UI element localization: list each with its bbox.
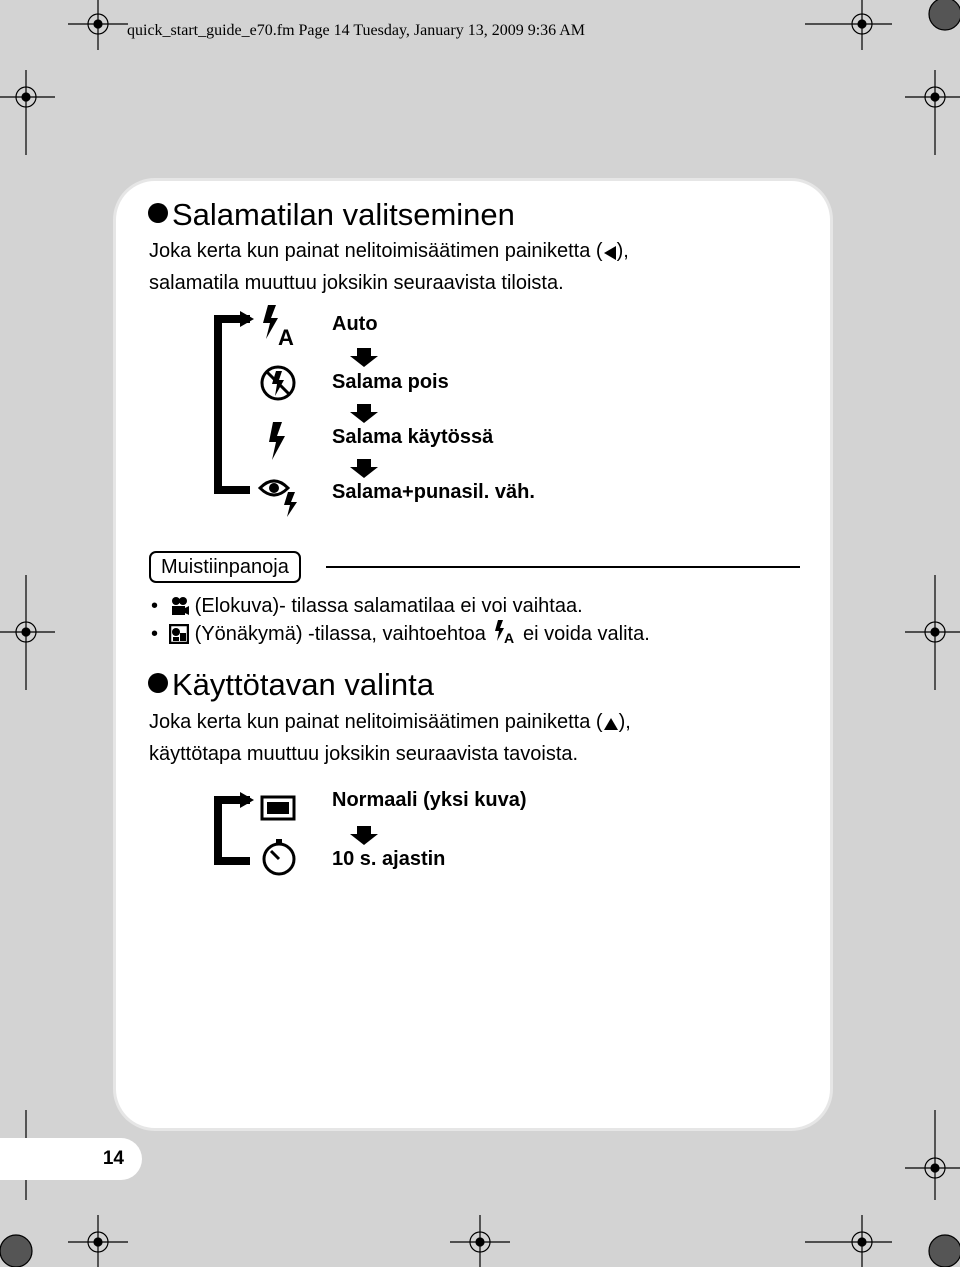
up-arrow-icon: [603, 712, 619, 740]
left-arrow-icon: [603, 241, 617, 269]
down-arrow-icon: [349, 348, 379, 368]
movie-mode-icon: [169, 596, 189, 623]
bullet-dot-icon: [148, 673, 168, 693]
flash-auto-icon: [492, 620, 518, 651]
self-timer-icon: [259, 838, 299, 878]
flash-mode-on-label: Salama käytössä: [332, 426, 494, 448]
flash-mode-auto-label: Auto: [332, 313, 378, 335]
red-eye-flash-icon: [258, 474, 302, 518]
bullet-dot-icon: [148, 203, 168, 223]
night-scene-icon: [169, 624, 189, 651]
flash-off-icon: [259, 364, 299, 404]
svg-text:A: A: [278, 325, 294, 350]
svg-text:A: A: [503, 630, 514, 644]
cycle-bracket-flash: [214, 315, 264, 500]
drive-section-title: Käyttötavan valinta: [148, 667, 434, 703]
down-arrow-icon: [349, 459, 379, 479]
flash-section-title: Salamatilan valitseminen: [148, 197, 515, 233]
notes-divider: [326, 566, 800, 568]
flash-auto-icon: [258, 305, 303, 350]
notes-title: Muistiinpanoja: [149, 551, 301, 583]
flash-mode-off-label: Salama pois: [332, 371, 449, 393]
drive-mode-single-label: Normaali (yksi kuva): [332, 789, 527, 811]
down-arrow-icon: [349, 826, 379, 846]
page-number: 14: [0, 1138, 142, 1180]
flash-on-icon: [267, 422, 291, 462]
down-arrow-icon: [349, 404, 379, 424]
note-item: • (Elokuva)- tilassa salamatilaa ei voi vaihtaa.: [151, 593, 583, 623]
cycle-bracket-drive: [214, 795, 264, 870]
drive-intro: Joka kerta kun painat nelitoimisäätimen painiketta ( ), käyttötapa muuttuu joksikin seuraavista tavoista.: [149, 711, 631, 765]
flash-intro: Joka kerta kun painat nelitoimisäätimen painiketta ( ), salamatila muuttuu joksikin seuraavista tiloista.: [149, 240, 629, 294]
single-frame-icon: [260, 795, 296, 821]
print-header: quick_start_guide_e70.fm Page 14 Tuesday, January 13, 2009 9:36 AM: [127, 22, 586, 39]
note-item: • (Yönäkymä) -tilassa, vaihtoehtoa A ei voida valita.: [151, 620, 650, 651]
flash-mode-redeye-label: Salama+punasil. väh.: [332, 481, 535, 503]
drive-mode-timer-label: 10 s. ajastin: [332, 848, 446, 870]
